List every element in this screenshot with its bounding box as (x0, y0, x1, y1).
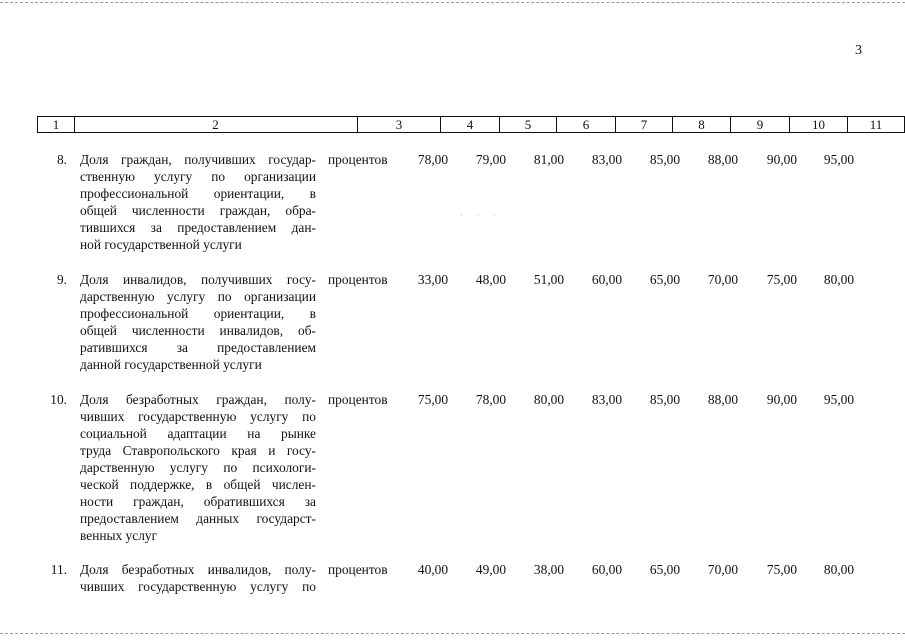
header-cell: 6 (557, 116, 616, 133)
row-value: 48,00 (475, 272, 507, 287)
header-cell: 7 (616, 116, 673, 133)
description-line: профессиональной ориентации, в (80, 306, 316, 321)
scan-edge-bottom (0, 633, 905, 634)
header-cell: 4 (441, 116, 500, 133)
row-unit: процентов (328, 272, 388, 287)
row-value: 78,00 (475, 392, 507, 407)
row-value: 78,00 (417, 152, 449, 167)
description-line: Доля инвалидов, получивших госу- (80, 272, 316, 287)
description-line: Доля безработных инвалидов, полу- (80, 562, 316, 577)
description-line: общей численности граждан, обра- (80, 203, 316, 218)
row-value: 95,00 (823, 152, 855, 167)
row-value: 65,00 (649, 272, 681, 287)
description-line: тившихся за предоставлением дан- (80, 220, 316, 235)
row-value: 38,00 (533, 562, 565, 577)
header-cell: 8 (673, 116, 731, 133)
page-number: 3 (855, 43, 862, 58)
row-value: 40,00 (417, 562, 449, 577)
row-description (80, 561, 316, 595)
row-number: 9. (56, 272, 67, 287)
description-line: общей численности инвалидов, об- (80, 323, 316, 338)
description-line: ной государственной услуги (80, 237, 242, 252)
row-description (80, 391, 316, 544)
row-value: 90,00 (766, 392, 798, 407)
row-value: 75,00 (766, 562, 798, 577)
row-value: 90,00 (766, 152, 798, 167)
description-line: чивших государственную услугу по (80, 409, 316, 424)
row-value: 49,00 (475, 562, 507, 577)
description-line: ности граждан, обратившихся за (80, 494, 316, 509)
row-value: 88,00 (707, 152, 739, 167)
header-cell: 9 (731, 116, 790, 133)
header-cell: 5 (500, 116, 557, 133)
row-value: 83,00 (591, 392, 623, 407)
row-number: 11. (50, 562, 67, 577)
header-cell: 3 (358, 116, 441, 133)
row-description (80, 271, 316, 373)
row-value: 80,00 (823, 272, 855, 287)
description-line: Доля граждан, получивших государ- (80, 152, 316, 167)
description-line: венных услуг (80, 528, 158, 543)
row-value: 33,00 (417, 272, 449, 287)
header-cell: 2 (74, 116, 358, 133)
description-line: профессиональной ориентации, в (80, 186, 316, 201)
description-line: ратившихся за предоставлением (80, 340, 316, 355)
row-value: 51,00 (533, 272, 565, 287)
row-value: 79,00 (475, 152, 507, 167)
row-value: 70,00 (707, 272, 739, 287)
row-value: 65,00 (649, 562, 681, 577)
row-value: 60,00 (591, 562, 623, 577)
header-cell: 11 (848, 116, 905, 133)
row-value: 95,00 (823, 392, 855, 407)
description-line: ственную услугу по организации (80, 169, 316, 184)
description-line: Доля безработных граждан, полу- (80, 392, 316, 407)
row-unit: процентов (328, 152, 388, 167)
row-value: 83,00 (591, 152, 623, 167)
description-line: чивших государственную услугу по (80, 579, 316, 594)
row-value: 80,00 (533, 392, 565, 407)
description-line: ческой поддержке, в общей числен- (80, 477, 316, 492)
row-unit: процентов (328, 562, 388, 577)
row-number: 10. (50, 392, 67, 407)
row-value: 75,00 (766, 272, 798, 287)
row-number: 8. (56, 152, 67, 167)
row-value: 70,00 (707, 562, 739, 577)
description-line: дарственную услугу по организации (80, 289, 316, 304)
row-unit: процентов (328, 392, 388, 407)
row-value: 88,00 (707, 392, 739, 407)
scan-edge-top (0, 2, 905, 3)
row-description (80, 151, 316, 253)
row-value: 75,00 (417, 392, 449, 407)
header-cell: 1 (37, 116, 75, 133)
row-value: 81,00 (533, 152, 565, 167)
row-value: 85,00 (649, 152, 681, 167)
description-line: социальной адаптации на рынке (80, 426, 316, 441)
description-line: данной государственной услуги (80, 357, 262, 372)
row-value: 60,00 (591, 272, 623, 287)
row-value: 85,00 (649, 392, 681, 407)
description-line: предоставлением данных государст- (80, 511, 316, 526)
description-line: труда Ставропольского края и госу- (80, 443, 316, 458)
scan-specks: · · · (460, 211, 502, 220)
table-header-row (37, 116, 883, 132)
description-line: дарственную услугу по психологи- (80, 460, 316, 475)
row-value: 80,00 (823, 562, 855, 577)
header-cell: 10 (790, 116, 848, 133)
